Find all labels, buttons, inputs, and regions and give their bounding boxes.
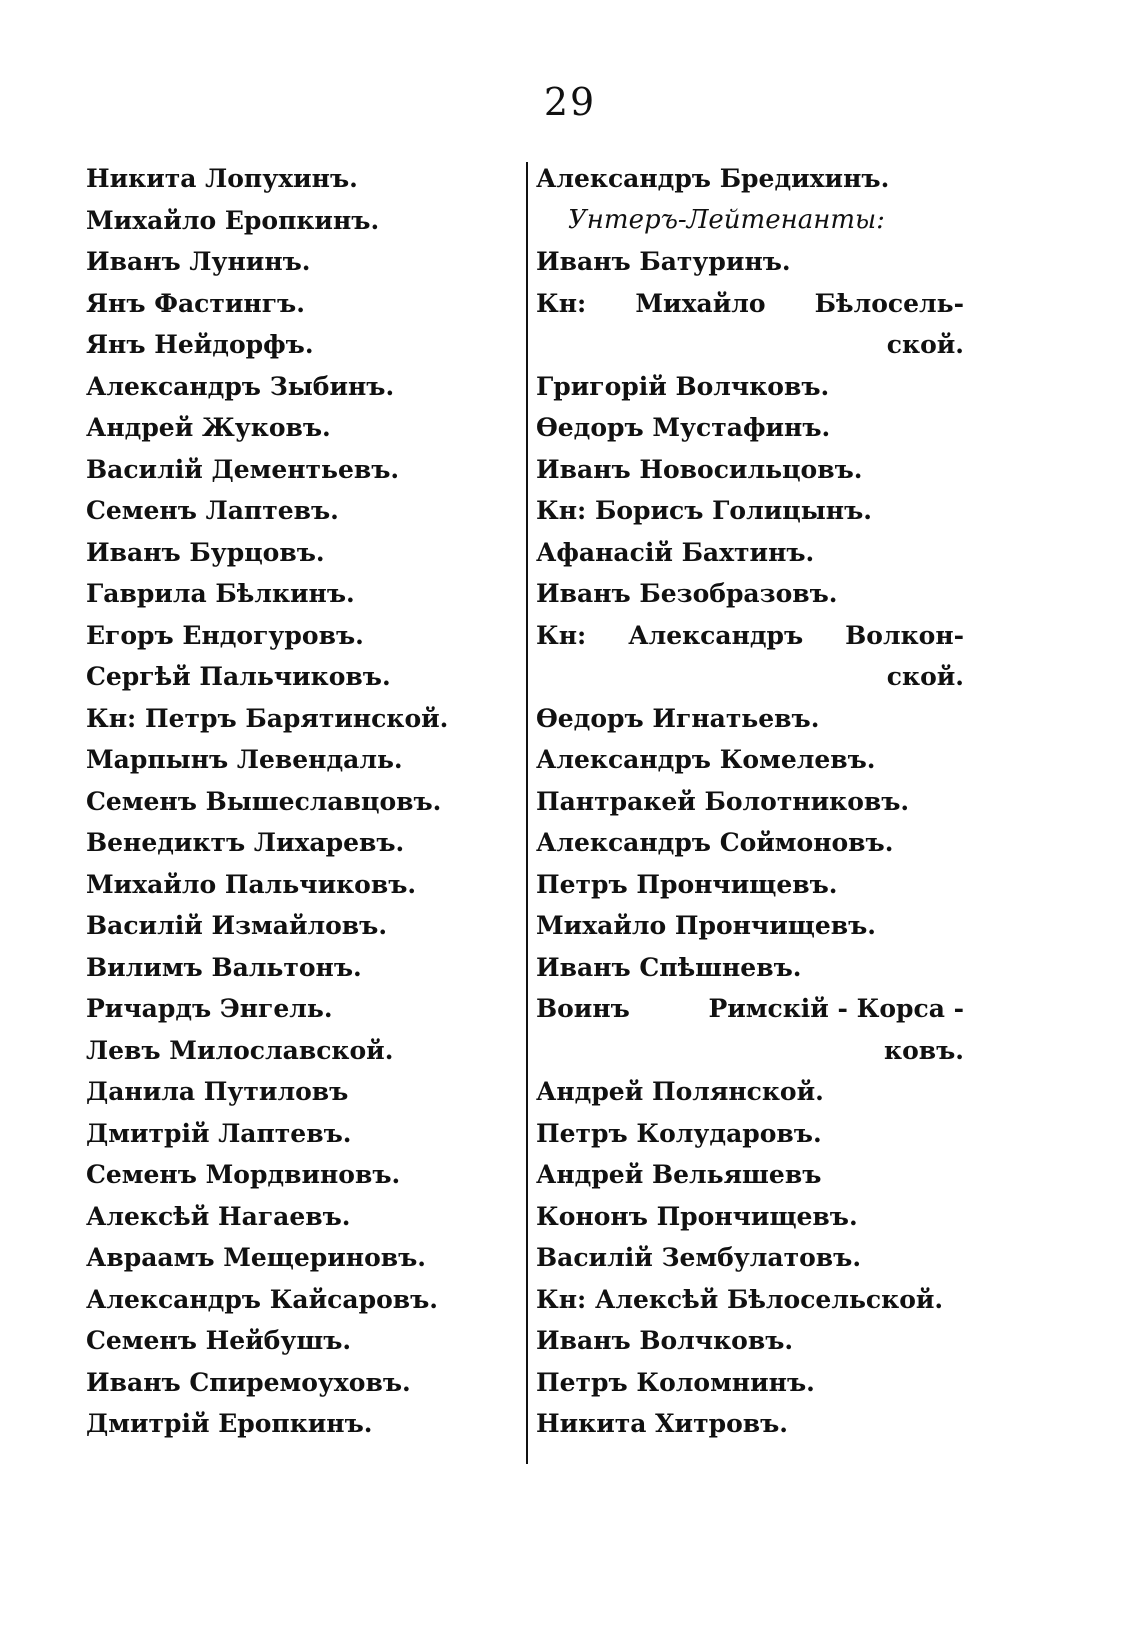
name-part: Кн: [536, 620, 587, 650]
name-entry: Семенъ Нейбушъ. [86, 1326, 352, 1355]
name-entry: Семенъ Лаптевъ. [86, 496, 339, 525]
name-continuation: ковъ. [884, 1035, 964, 1065]
name-entry: Александръ Бредихинъ. [536, 164, 890, 193]
name-entry: Григорій Волчковъ. [536, 371, 830, 401]
name-entry: Кононъ Прончищевъ. [536, 1201, 858, 1231]
name-entry: Петръ Колударовъ. [536, 1118, 822, 1148]
name-entry: Вилимъ Вальтонъ. [86, 952, 362, 982]
name-entry: Кн: Борисъ Голицынъ. [536, 496, 872, 525]
name-entry: Александръ Соймоновъ. [536, 828, 894, 857]
name-part: Римскій - Корса - [708, 994, 964, 1023]
name-entry: Андрей Жуковъ. [86, 413, 331, 442]
name-entry: Ричардъ Энгель. [86, 994, 333, 1023]
name-entry: Янъ Фастингъ. [86, 288, 305, 318]
name-entry: Ѳедоръ Игнатьевъ. [536, 703, 820, 733]
name-entry: Семенъ Мордвиновъ. [86, 1160, 401, 1189]
name-entry: Егоръ Ендогуровъ. [86, 620, 364, 650]
name-entry: Иванъ Бурцовъ. [86, 537, 325, 567]
name-continuation: ской. [886, 662, 964, 691]
name-entry [536, 283, 976, 325]
name-entry: Марпынъ Левендаль. [86, 745, 403, 774]
name-part: Воинъ [536, 994, 630, 1023]
name-part: Кн: [536, 288, 587, 318]
name-entry: Андрей Вельяшевъ [536, 1160, 822, 1189]
name-part: Михайло [635, 288, 766, 318]
name-continuation: ской. [886, 330, 964, 359]
name-entry: Гаврила Бѣлкинъ. [86, 579, 355, 608]
name-entry: Янъ Нейдорфъ. [86, 330, 314, 359]
name-entry: Авраамъ Мещериновъ. [86, 1243, 426, 1272]
name-entry: Ѳедоръ Мустафинъ. [536, 413, 831, 442]
name-entry: Михайло Пальчиковъ. [86, 869, 417, 899]
name-entry: Василій Дементьевъ. [86, 454, 400, 484]
name-entry: Кн: Алексѣй Бѣлосельской. [536, 1284, 944, 1314]
name-entry: Михайло Еропкинъ. [86, 205, 380, 235]
name-entry: Михайло Прончищевъ. [536, 911, 876, 940]
name-entry: Иванъ Лунинъ. [86, 247, 311, 276]
name-part: Волкон- [845, 620, 964, 650]
name-entry: Афанасій Бахтинъ. [536, 537, 815, 567]
name-entry [536, 988, 976, 1030]
page-number: 29 [543, 80, 597, 124]
name-entry: Дмитрій Лаптевъ. [86, 1118, 352, 1148]
name-entry: Александръ Кайсаровъ. [86, 1284, 439, 1314]
name-entry [536, 615, 976, 657]
name-entry: Сергѣй Пальчиковъ. [86, 662, 391, 691]
name-entry: Александръ Зыбинъ. [86, 371, 395, 401]
name-entry: Андрей Полянской. [536, 1077, 824, 1106]
name-entry: Иванъ Спиремоуховъ. [86, 1367, 411, 1397]
right-name-column [536, 158, 976, 1445]
name-entry: Александръ Комелевъ. [536, 745, 876, 774]
name-part: Александръ [628, 620, 804, 650]
name-entry: Никита Лопухинъ. [86, 164, 358, 193]
name-entry: Венедиктъ Лихаревъ. [86, 828, 405, 857]
name-entry: Данила Путиловъ [86, 1077, 349, 1106]
name-entry: Пантракей Болотниковъ. [536, 786, 910, 816]
name-entry: Левъ Милославской. [86, 1035, 394, 1065]
name-entry: Иванъ Волчковъ. [536, 1326, 794, 1355]
name-entry: Кн: Петръ Барятинской. [86, 703, 449, 733]
name-entry: Иванъ Безобразовъ. [536, 579, 838, 608]
name-part: Бѣлосель- [814, 288, 964, 318]
name-entry: Василій Измайловъ. [86, 911, 388, 940]
name-entry: Иванъ Новосильцовъ. [536, 454, 863, 484]
section-heading: Унтеръ-Лейтенанты: [568, 204, 885, 235]
left-name-column [86, 158, 526, 1445]
name-entry: Петръ Коломнинъ. [536, 1367, 815, 1397]
name-entry: Дмитрій Еропкинъ. [86, 1409, 373, 1438]
column-divider [526, 162, 528, 1464]
name-entry: Иванъ Батуринъ. [536, 247, 791, 276]
name-entry: Иванъ Спѣшневъ. [536, 952, 802, 982]
name-entry: Петръ Прончищевъ. [536, 869, 838, 899]
name-entry: Семенъ Вышеславцовъ. [86, 786, 442, 816]
name-entry: Алексѣй Нагаевъ. [86, 1201, 351, 1231]
name-entry: Никита Хитровъ. [536, 1409, 788, 1438]
name-entry: Василій Зембулатовъ. [536, 1243, 862, 1272]
